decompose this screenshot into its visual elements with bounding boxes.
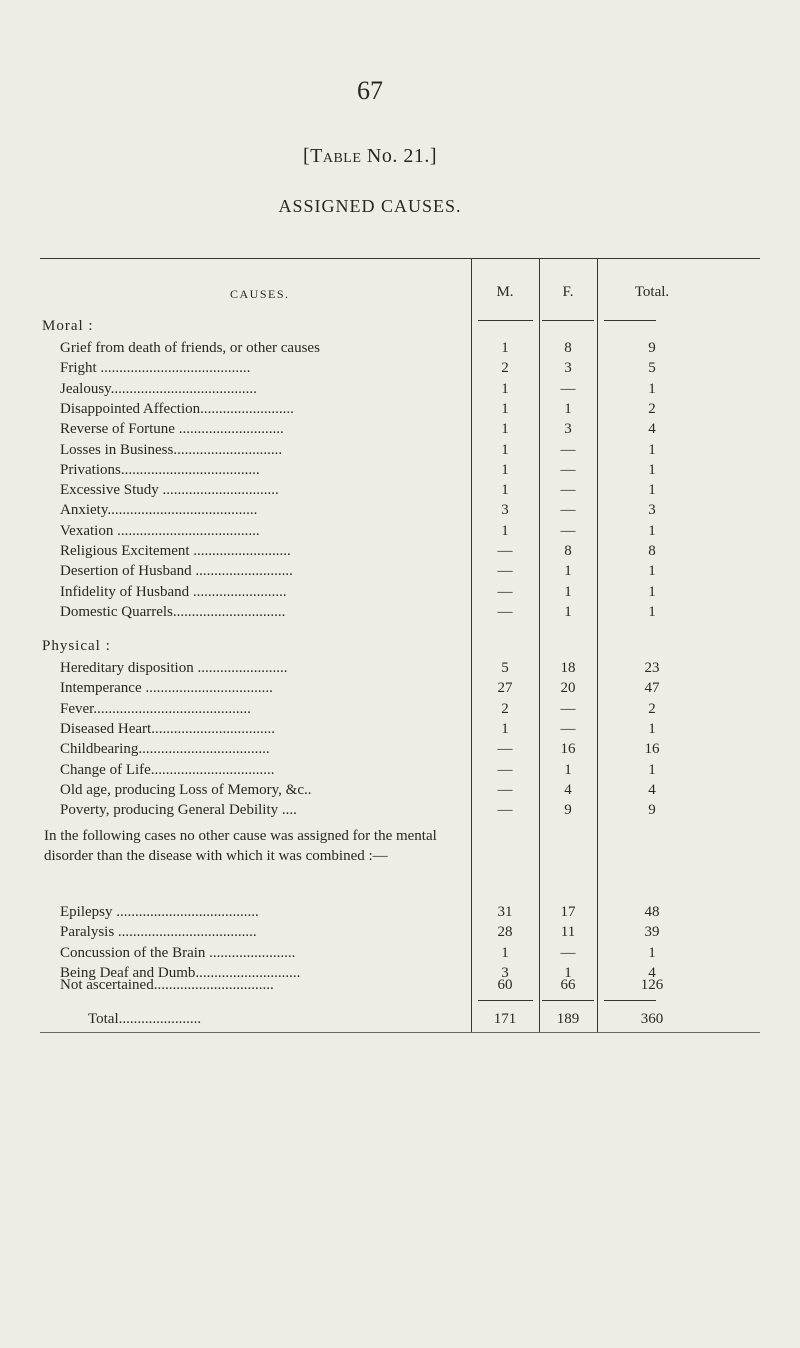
females-count: 8 bbox=[564, 340, 572, 356]
cause-label: Diseased Heart................................. bbox=[60, 720, 275, 737]
cause-label: Vexation ...................................... bbox=[60, 522, 260, 539]
table-number bbox=[0, 145, 740, 168]
total-count: 48 bbox=[644, 904, 660, 920]
table-bottom-rule bbox=[40, 1032, 760, 1033]
total-count: 9 bbox=[648, 802, 656, 819]
header-males: M. bbox=[496, 284, 514, 300]
table-row bbox=[0, 419, 800, 439]
note-paragraph: In the following cases no other cause was assigned for the mental disorder than the disease with which it was combined :— bbox=[44, 828, 437, 864]
total-count: 1 bbox=[648, 461, 656, 478]
males-count: 5 bbox=[501, 660, 509, 676]
header-causes: CAUSES. bbox=[230, 287, 290, 301]
sum-rule bbox=[604, 1000, 656, 1001]
males-count: 1 bbox=[501, 340, 509, 356]
not-ascertained-row bbox=[0, 975, 800, 995]
total-count: 4 bbox=[648, 964, 656, 981]
table-row bbox=[0, 561, 800, 581]
total-count: 5 bbox=[648, 360, 656, 377]
cause-label: Hereditary disposition ........................ bbox=[60, 660, 288, 676]
males-count: 1 bbox=[501, 720, 509, 737]
table-row bbox=[0, 658, 800, 678]
header-rule-f bbox=[542, 320, 594, 321]
cause-label: Not ascertained................................ bbox=[60, 977, 274, 993]
table-row bbox=[0, 943, 800, 963]
total-count: 2 bbox=[648, 400, 656, 417]
total-count: 39 bbox=[644, 924, 660, 941]
cause-label: Fright ........................................ bbox=[60, 360, 251, 377]
table-row bbox=[0, 902, 800, 922]
header-rule-total bbox=[604, 320, 656, 321]
cause-label: Change of Life................................. bbox=[60, 761, 275, 778]
cause-label: Total...................... bbox=[88, 1011, 202, 1027]
males-count: 28 bbox=[497, 924, 513, 941]
header-females: F. bbox=[562, 284, 574, 300]
cause-label: Fever.......................................... bbox=[60, 700, 251, 717]
table-row bbox=[0, 379, 800, 399]
table-row bbox=[0, 440, 800, 460]
total-count: 1 bbox=[648, 720, 656, 737]
males-count: 1 bbox=[501, 482, 509, 499]
table-row bbox=[0, 460, 800, 480]
females-count: 1 bbox=[564, 964, 572, 981]
table-row bbox=[0, 338, 800, 358]
total-count: 1 bbox=[648, 583, 656, 600]
males-count: — bbox=[497, 781, 513, 798]
total-count: 1 bbox=[648, 482, 656, 499]
table-row bbox=[0, 582, 800, 602]
table-row bbox=[0, 358, 800, 378]
total-row bbox=[0, 1009, 800, 1029]
females-count: 17 bbox=[560, 904, 576, 920]
table-row bbox=[0, 678, 800, 698]
table-row bbox=[0, 500, 800, 520]
females-count: 3 bbox=[564, 360, 572, 377]
males-count: — bbox=[497, 583, 513, 600]
females-count: 1 bbox=[564, 603, 572, 620]
males-count: — bbox=[497, 603, 513, 620]
total-count: 16 bbox=[644, 741, 660, 758]
females-count: 16 bbox=[560, 741, 576, 758]
males-count: 1 bbox=[501, 441, 509, 458]
cause-label: Being Deaf and Dumb............................ bbox=[60, 964, 301, 981]
header-rule-m bbox=[478, 320, 533, 321]
females-count: — bbox=[560, 522, 576, 539]
total-count: 3 bbox=[648, 502, 656, 519]
table-row bbox=[0, 780, 800, 800]
total-count: 1 bbox=[648, 944, 656, 961]
table-row bbox=[0, 399, 800, 419]
males-count: 1 bbox=[501, 461, 509, 478]
cause-label: Paralysis ..................................... bbox=[60, 924, 257, 941]
table-row bbox=[0, 739, 800, 759]
total-count: 126 bbox=[640, 977, 664, 993]
males-count: 2 bbox=[501, 700, 509, 717]
females-count: 189 bbox=[556, 1011, 580, 1027]
males-count: 1 bbox=[501, 522, 509, 539]
total-count: 1 bbox=[648, 563, 656, 580]
table-top-rule bbox=[40, 258, 760, 259]
cause-label: Anxiety........................................ bbox=[60, 502, 258, 519]
cause-label: Losses in Business............................. bbox=[60, 441, 283, 458]
females-count: — bbox=[560, 700, 576, 717]
females-count: 20 bbox=[560, 680, 576, 697]
males-count: — bbox=[497, 802, 513, 819]
sum-rule bbox=[542, 1000, 594, 1001]
table-row bbox=[0, 800, 800, 820]
table-number-rest: No. 21.] bbox=[361, 145, 438, 167]
cause-label: Domestic Quarrels.............................. bbox=[60, 603, 286, 620]
males-count: 2 bbox=[501, 360, 509, 377]
cause-label: Disappointed Affection......................... bbox=[60, 400, 294, 417]
cause-label: Reverse of Fortune ............................ bbox=[60, 421, 284, 438]
total-count: 1 bbox=[648, 761, 656, 778]
females-count: — bbox=[560, 502, 576, 519]
total-count: 2 bbox=[648, 700, 656, 717]
females-count: 1 bbox=[564, 400, 572, 417]
females-count: 4 bbox=[564, 781, 572, 798]
total-count: 1 bbox=[648, 522, 656, 539]
females-count: — bbox=[560, 482, 576, 499]
table-row bbox=[0, 719, 800, 739]
table-row bbox=[0, 760, 800, 780]
females-count: — bbox=[560, 720, 576, 737]
table-row bbox=[0, 541, 800, 561]
section-moral-heading: Moral : bbox=[42, 318, 94, 334]
males-count: 60 bbox=[497, 977, 513, 993]
table-number-prefix: [ bbox=[302, 145, 311, 167]
sum-rule bbox=[478, 1000, 533, 1001]
cause-label: Desertion of Husband .......................... bbox=[60, 563, 293, 580]
males-count: — bbox=[497, 563, 513, 580]
table-row bbox=[0, 699, 800, 719]
total-count: 8 bbox=[648, 543, 656, 559]
cause-label: Religious Excitement .......................... bbox=[60, 543, 291, 559]
females-count: 1 bbox=[564, 761, 572, 778]
males-count: 31 bbox=[497, 904, 513, 920]
males-count: 3 bbox=[501, 502, 509, 519]
females-count: 3 bbox=[564, 421, 572, 438]
males-count: — bbox=[497, 761, 513, 778]
males-count: 1 bbox=[501, 944, 509, 961]
males-count: — bbox=[497, 741, 513, 758]
section-physical-heading: Physical : bbox=[42, 638, 111, 654]
total-count: 4 bbox=[648, 781, 656, 798]
males-count: 1 bbox=[501, 421, 509, 438]
females-count: — bbox=[560, 461, 576, 478]
cause-label: Jealousy....................................... bbox=[60, 380, 257, 397]
cause-label: Intemperance .................................. bbox=[60, 680, 273, 697]
males-count: 3 bbox=[501, 964, 509, 981]
cause-label: Poverty, producing General Debility .... bbox=[60, 802, 297, 819]
cause-label: Concussion of the Brain ....................... bbox=[60, 944, 296, 961]
cause-label: Excessive Study ............................... bbox=[60, 482, 279, 499]
males-count: 171 bbox=[493, 1011, 517, 1027]
table-row bbox=[0, 602, 800, 622]
males-count: 1 bbox=[501, 380, 509, 397]
total-count: 1 bbox=[648, 441, 656, 458]
cause-label: Grief from death of friends, or other causes bbox=[60, 340, 320, 356]
females-count: 1 bbox=[564, 583, 572, 600]
females-count: 9 bbox=[564, 802, 572, 819]
page-number: 67 bbox=[357, 76, 383, 105]
cause-label: Epilepsy ...................................... bbox=[60, 904, 259, 920]
total-count: 1 bbox=[648, 603, 656, 620]
table-title: ASSIGNED CAUSES. bbox=[278, 196, 462, 216]
cause-label: Infidelity of Husband ......................... bbox=[60, 583, 287, 600]
females-count: 11 bbox=[560, 924, 576, 941]
females-count: 1 bbox=[564, 563, 572, 580]
total-count: 23 bbox=[644, 660, 660, 676]
males-count: 27 bbox=[497, 680, 513, 697]
table-number-word: Table bbox=[310, 145, 362, 167]
cause-label: Childbearing................................... bbox=[60, 741, 270, 758]
total-count: 47 bbox=[644, 680, 660, 697]
table-row bbox=[0, 922, 800, 942]
females-count: — bbox=[560, 441, 576, 458]
total-count: 1 bbox=[648, 380, 656, 397]
females-count: 66 bbox=[560, 977, 576, 993]
males-count: — bbox=[497, 543, 513, 559]
header-total: Total. bbox=[634, 284, 670, 300]
total-count: 4 bbox=[648, 421, 656, 438]
total-count: 360 bbox=[640, 1011, 664, 1027]
females-count: 8 bbox=[564, 543, 572, 559]
males-count: 1 bbox=[501, 400, 509, 417]
table-row bbox=[0, 480, 800, 500]
females-count: — bbox=[560, 380, 576, 397]
total-count: 9 bbox=[648, 340, 656, 356]
cause-label: Old age, producing Loss of Memory, &c.. bbox=[60, 781, 312, 798]
table-row bbox=[0, 521, 800, 541]
females-count: — bbox=[560, 944, 576, 961]
females-count: 18 bbox=[560, 660, 576, 676]
cause-label: Privations..................................... bbox=[60, 461, 260, 478]
